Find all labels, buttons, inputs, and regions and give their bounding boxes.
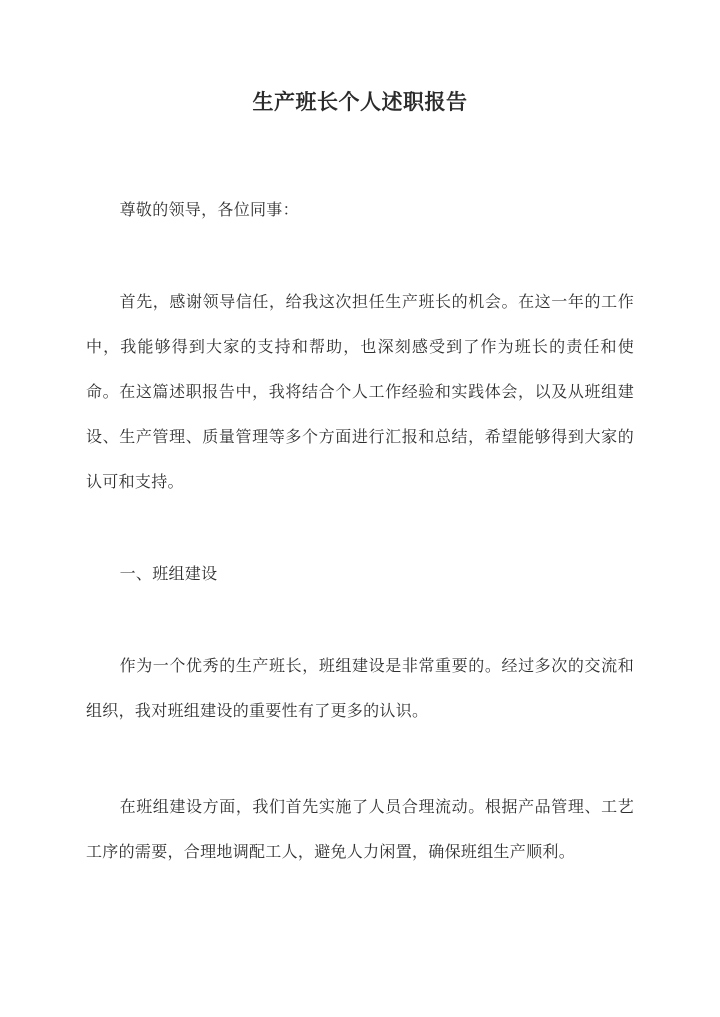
body-paragraph: 作为一个优秀的生产班长，班组建设是非常重要的。经过多次的交流和组织，我对班组建设的重要性有了更多的认识。	[86, 656, 634, 720]
body-paragraph: 在班组建设方面，我们首先实施了人员合理流动。根据产品管理、工艺工序的需要，合理地调配工人，避免人力闲置，确保班组生产顺利。	[86, 797, 634, 861]
section-heading: 一、班组建设	[119, 564, 218, 583]
intro-paragraph: 首先，感谢领导信任，给我这次担任生产班长的机会。在这一年的工作中，我能够得到大家的支持和帮助，也深刻感受到了作为班长的责任和使命。在这篇述职报告中，我将结合个人工作经验和实践体会，以及从班组建设、生产管理、质量管理等多个方面进行汇报和总结，希望能够得到大家的认可和支持。	[86, 292, 634, 491]
greeting-paragraph: 尊敬的领导，各位同事：	[119, 200, 299, 219]
document-title: 生产班长个人述职报告	[252, 89, 468, 114]
